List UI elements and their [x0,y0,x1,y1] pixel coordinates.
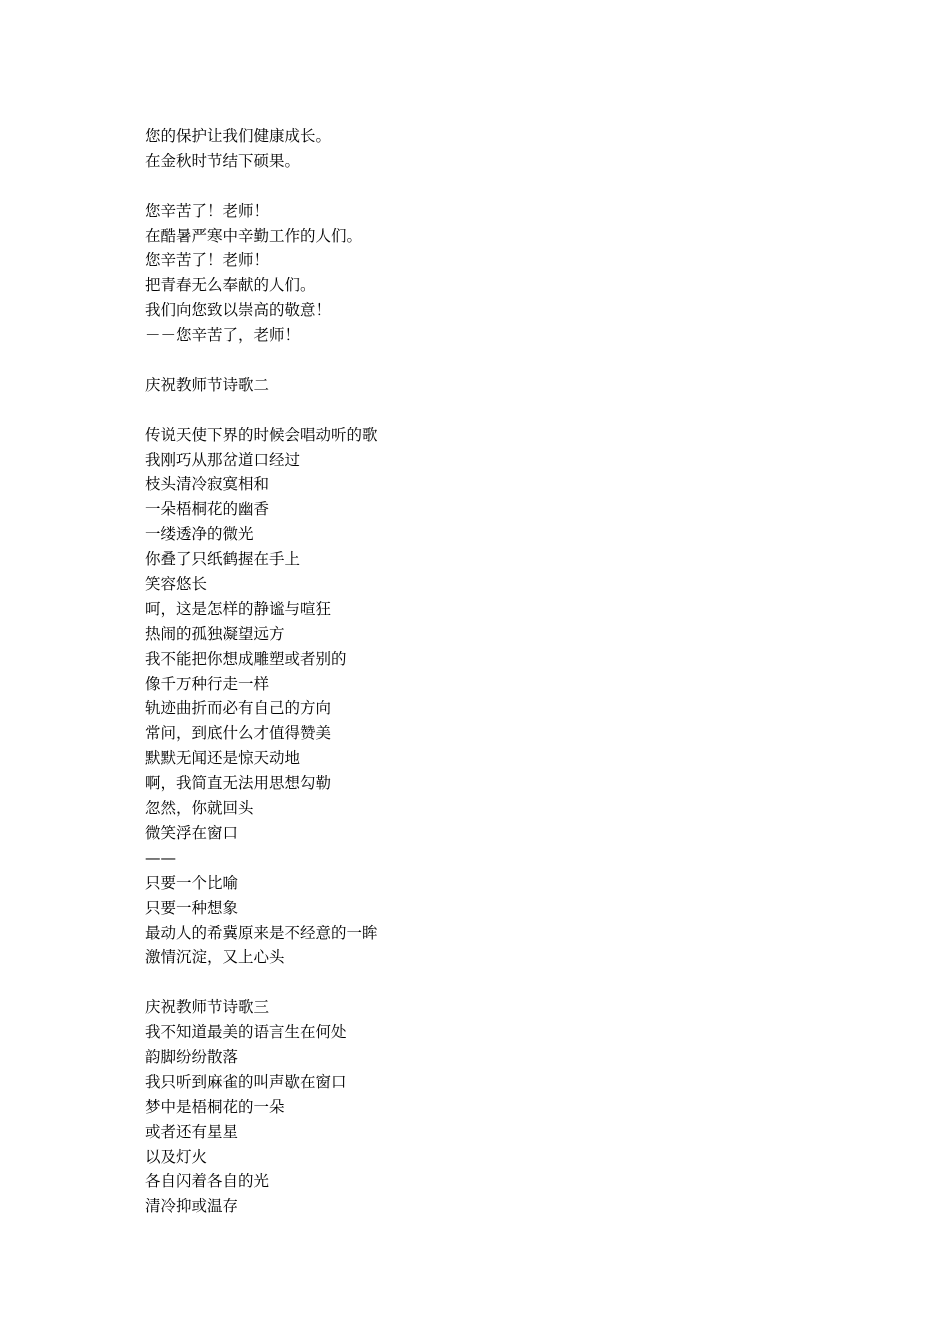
text-line: 我只听到麻雀的叫声歇在窗口 [145,1072,347,1091]
text-line: 呵，这是怎样的静谧与喧狂 [145,599,332,618]
text-line: 常问，到底什么才值得赞美 [145,724,332,743]
text-line: 庆祝教师节诗歌二 [145,375,270,394]
text-line: —— [145,848,176,867]
text-line: 枝头清冷寂寞相和 [145,475,270,494]
text-line: 传说天使下界的时候会唱动听的歌 [145,425,378,444]
text-line: 一朵梧桐花的幽香 [145,500,270,519]
blank-line [145,970,845,995]
poem-text-body [145,124,845,1219]
text-line: 我不知道最美的语言生在何处 [145,1023,347,1042]
text-line: 笑容悠长 [145,575,208,594]
text-line: 在金秋时节结下硕果。 [145,151,301,170]
text-line: 最动人的希冀原来是不经意的一眸 [145,923,378,942]
text-line: 我刚巧从那岔道口经过 [145,450,301,469]
blank-line [145,398,845,423]
text-line: 只要一种想象 [145,898,239,917]
text-line: 我们向您致以崇高的敬意！ [145,301,332,320]
text-line: 您的保护让我们健康成长。 [145,127,332,145]
text-line: 您辛苦了！老师！ [145,201,270,220]
text-line: 微笑浮在窗口 [145,823,239,842]
text-line: 你叠了只纸鹤握在手上 [145,550,301,569]
text-line: 激情沉淀，又上心头 [145,948,285,967]
text-line: 默默无闻还是惊天动地 [145,749,301,768]
text-line: 忽然，你就回头 [145,799,254,818]
text-line: 只要一个比喻 [145,873,239,892]
text-line: 在酷暑严寒中辛勤工作的人们。 [145,226,363,245]
text-line: 您辛苦了！老师！ [145,251,270,270]
blank-line [145,348,845,373]
text-line: 或者还有星星 [145,1122,239,1141]
text-line: 热闹的孤独凝望远方 [145,624,285,643]
text-line: 各自闪着各自的光 [145,1172,270,1191]
text-line: 以及灯火 [145,1147,208,1166]
text-line: 清冷抑或温存 [145,1197,239,1216]
text-line: 韵脚纷纷散落 [145,1047,239,1066]
text-line: 梦中是梧桐花的一朵 [145,1097,285,1116]
text-line: 啊，我简直无法用思想勾勒 [145,774,332,793]
text-line: 把青春无么奉献的人们。 [145,276,316,295]
text-line: 像千万种行走一样 [145,674,270,693]
text-line: 轨迹曲折而必有自己的方向 [145,699,332,718]
text-line: 我不能把你想成雕塑或者别的 [145,649,347,668]
text-line: 一缕透净的微光 [145,525,254,544]
blank-line [145,174,845,199]
text-line: 庆祝教师节诗歌三 [145,998,270,1017]
text-line: －－您辛苦了，老师！ [145,326,301,345]
